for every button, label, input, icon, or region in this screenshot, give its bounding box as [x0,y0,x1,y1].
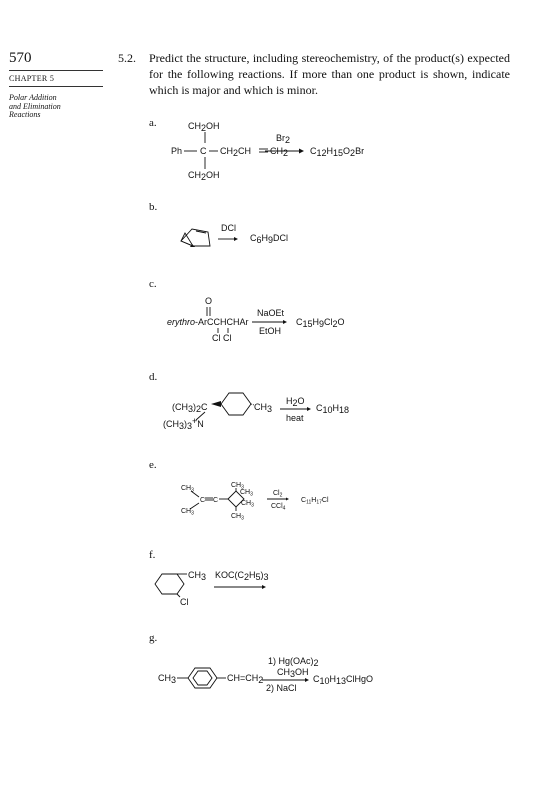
section-title-line: and Elimination [9,101,61,111]
reaction-c [167,296,345,343]
svg-text:CH2OH: CH2OH [188,121,220,133]
svg-text:CH3: CH3 [188,570,207,582]
reaction-letter: a. [149,117,157,129]
product: C15H9Cl2O [296,317,345,329]
svg-text:CH3: $CH_3$ [231,513,244,522]
svg-text:CH2OH: CH2OH [188,170,220,182]
reaction-letter: f. [149,549,156,561]
svg-text:Cl: Cl [180,597,189,607]
svg-text:CH3: $CH_3$ [181,485,194,494]
svg-text:(CH3)2C: (CH3)2C [172,402,208,414]
reagent-below: heat [286,413,304,423]
reaction-letter: b. [149,201,158,213]
reaction-g [158,656,373,693]
reaction-e [181,482,329,522]
svg-text:CH2: CH2 [270,146,289,158]
page-number: 570 [9,50,32,66]
reaction-letter: g. [149,632,158,644]
reagent-below: 2) NaCl [266,683,297,693]
reaction-d [163,393,349,431]
product: C10H13ClHgO [313,674,374,686]
reagent-below: CCl$_4$ [271,503,286,512]
svg-text:CH=CH2: CH=CH2 [227,673,264,685]
svg-text:O: O [205,296,213,306]
product: $C_{11}H_{17}Cl$ [301,497,329,506]
reagent: Br2 [276,133,291,145]
svg-text:C: C [200,497,206,504]
section-title-line: Reactions [9,110,41,119]
svg-text:C: C [213,497,219,504]
reagent: NaOEt [257,308,285,318]
reagent: 1) Hg(OAc)2 [268,656,319,668]
svg-text:CH3: $CH_3$ [231,482,244,491]
reagent: KOC(C2H5)3 [215,570,269,582]
product: C12H15O2Br [310,146,365,158]
svg-text:CH2CH: CH2CH [220,146,252,158]
reaction-letter: d. [149,371,158,383]
reagent: H2O [286,396,305,408]
reaction-letter: c. [149,278,157,290]
reaction-a [171,121,364,182]
svg-text:CH3: $CH_3$ [241,500,254,509]
problem-number: 5.2. [118,51,136,65]
svg-text:CH3: $CH_3$ [181,508,194,517]
svg-text:erythro-ArCCHCHAr: erythro-ArCCHCHAr [167,317,249,327]
chapter-label: CHAPTER 5 [9,70,103,87]
svg-text:C: C [200,146,207,156]
problem-text: Predict the structure, including stereochemistry, of the product(s) expected for the following reactions. If more than one product is shown, indicate which is major and which is minor. [149,51,510,97]
product: C10H18 [316,403,350,415]
product: C6H9DCl [250,233,289,245]
svg-text:Cl Cl: Cl Cl [212,333,232,343]
svg-text:Ph: Ph [171,146,183,156]
reagent: DCl [221,223,236,233]
svg-text:(CH3)3+N: (CH3)3+N [163,416,204,431]
reaction-b [181,223,288,247]
svg-text:CH3: CH3 [158,673,177,685]
svg-text:CH3: CH3 [254,402,273,414]
reaction-letter: e. [149,459,157,471]
reagent-below: EtOH [259,326,282,336]
svg-text:CH3: $CH_3$ [240,489,253,498]
reaction-f [155,570,269,607]
reagent: $Cl_2$ [273,490,283,499]
reagent: CH3OH [277,667,309,679]
section-title-line: Polar Addition [9,93,57,102]
